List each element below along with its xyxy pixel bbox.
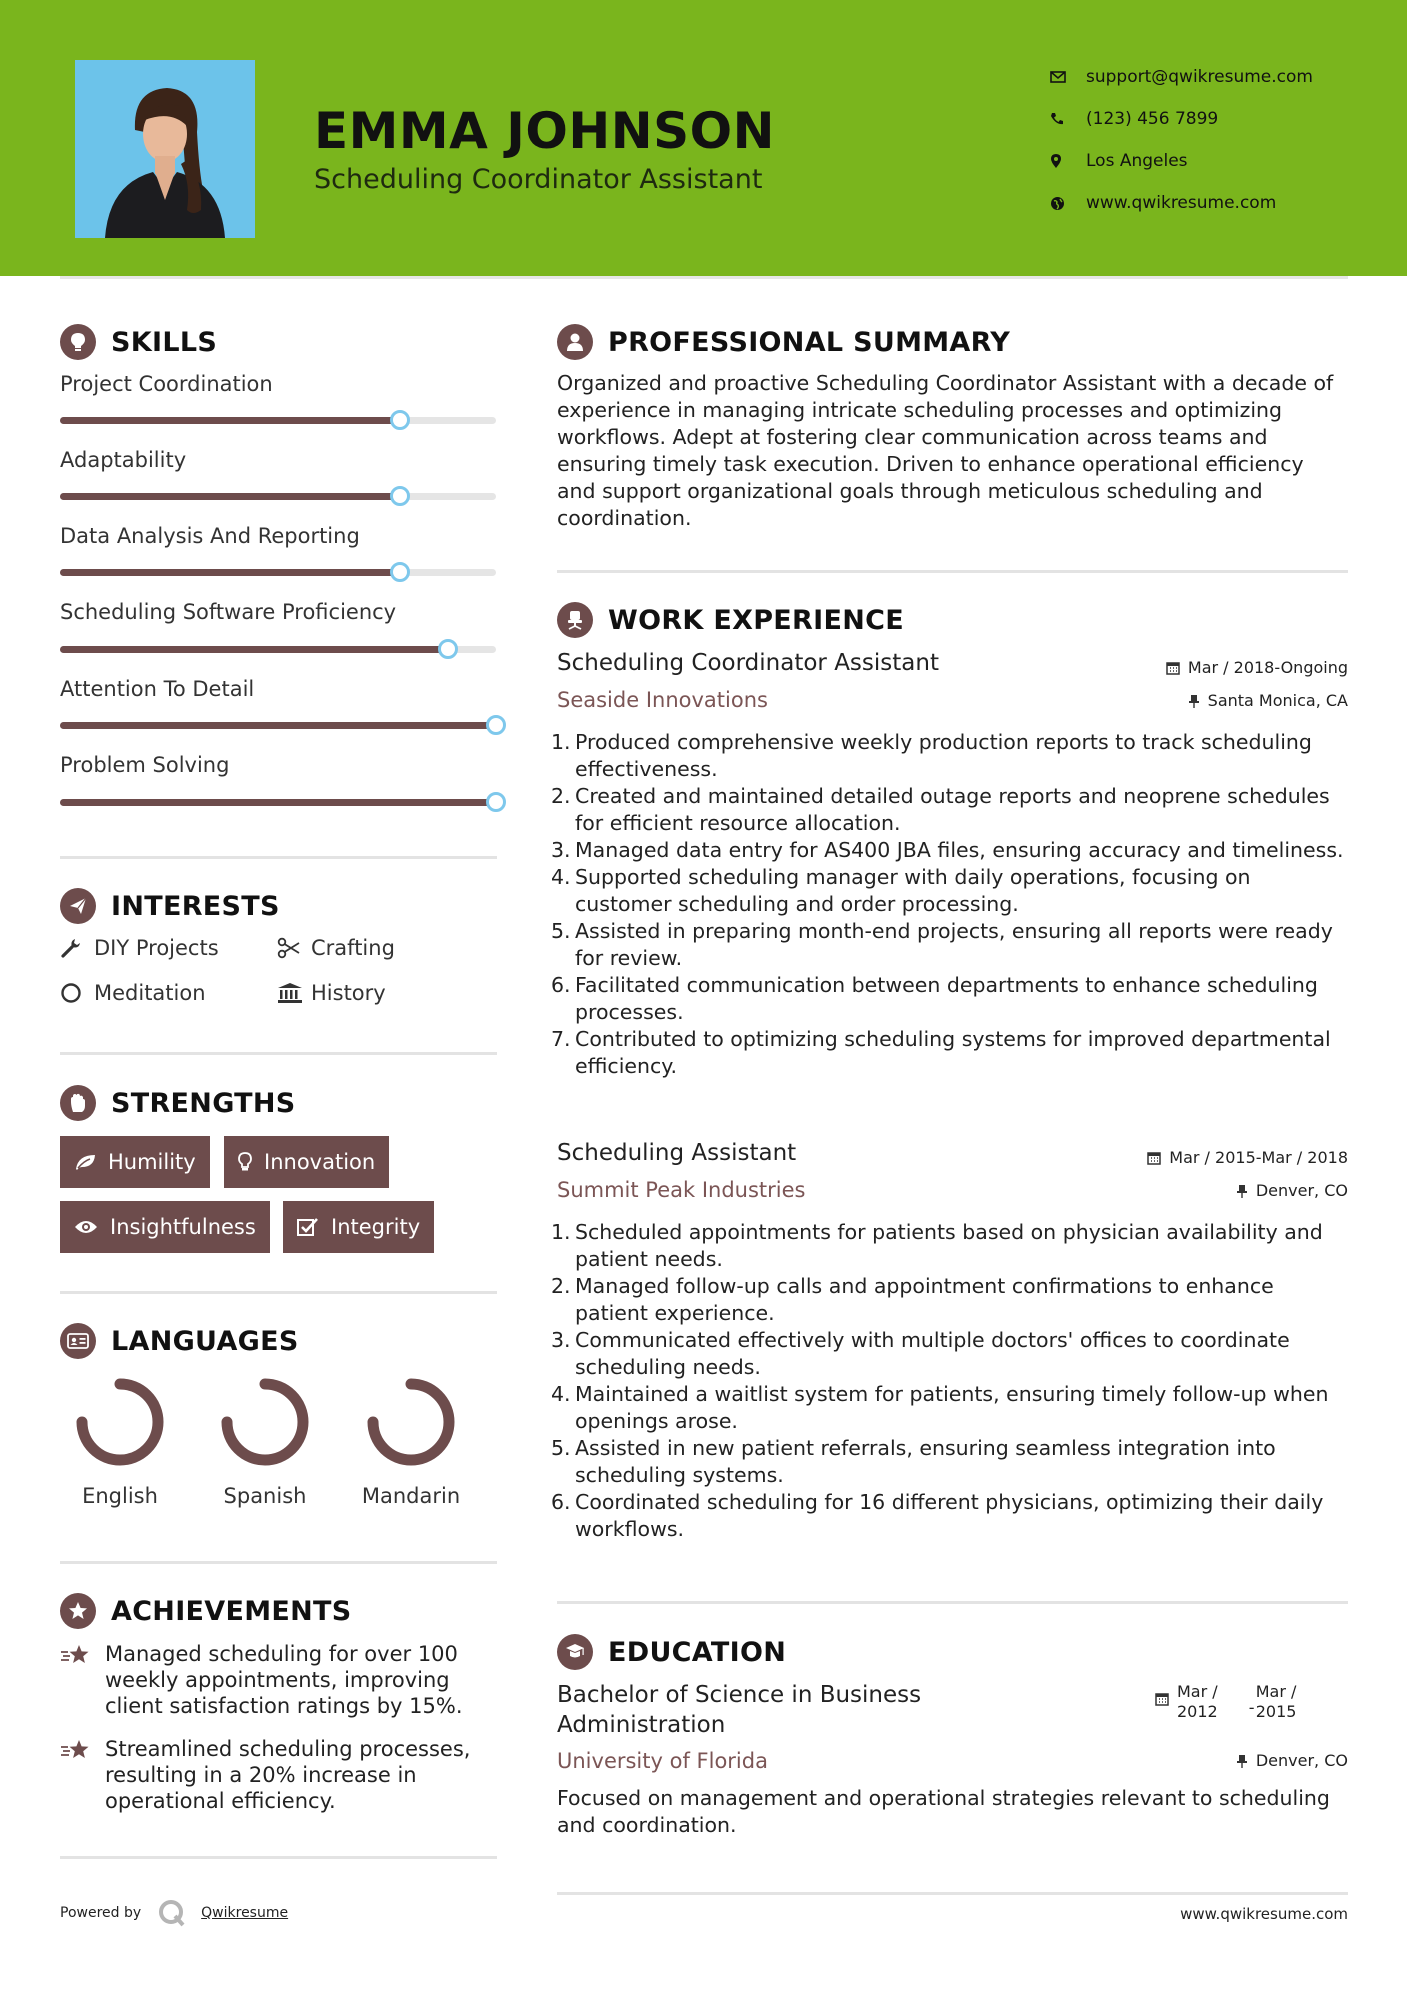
job-bullet: 1. Produced comprehensive weekly production reports to track scheduling effectiveness. [551, 730, 1312, 781]
experience-heading [557, 602, 904, 638]
eye-icon [74, 1219, 98, 1235]
language-label: Mandarin [361, 1484, 461, 1508]
language-ring-arc [227, 1384, 303, 1460]
contact-phone[interactable] [1050, 98, 1313, 140]
star-icon [60, 1736, 105, 1814]
user-icon [557, 324, 593, 360]
job-bullet: 4. Maintained a waitlist system for patients, ensuring timely follow-up when openings arose. [551, 1382, 1329, 1433]
skill-bar-knob [390, 486, 410, 506]
achievement-text: Streamlined scheduling processes, resulting in a 20% increase in operational efficiency. [105, 1737, 471, 1813]
strength-label: Innovation [264, 1150, 376, 1174]
hand-icon [60, 1085, 96, 1121]
contact-location [1050, 140, 1313, 182]
achievement-item [60, 1736, 500, 1814]
interest-label: Meditation [94, 981, 206, 1005]
phone-icon [1050, 112, 1086, 126]
education-end: - Mar / 2015 [1248, 1682, 1297, 1721]
language-ring [215, 1372, 315, 1472]
candidate-title: Scheduling Coordinator Assistant [314, 164, 763, 195]
languages-heading [60, 1323, 299, 1359]
header-banner [0, 0, 1407, 276]
experience-title: WORK EXPERIENCE [608, 604, 904, 636]
section-divider [557, 570, 1348, 573]
id-card-icon [60, 1323, 96, 1359]
job-dates [1166, 658, 1348, 677]
circle-icon [60, 982, 94, 1004]
education-location [1236, 1751, 1348, 1770]
strength-tag [224, 1136, 389, 1188]
language-item [205, 1372, 325, 1508]
job-bullet: 6. Coordinated scheduling for 16 different physicians, optimizing their daily workflows. [551, 1490, 1324, 1541]
language-item [351, 1372, 471, 1508]
section-divider [60, 1856, 497, 1859]
skill-bar-fill [60, 799, 496, 806]
interest-item [60, 936, 219, 960]
candidate-name: EMMA JOHNSON [314, 102, 775, 160]
strengths-heading [60, 1085, 296, 1121]
job-bullet: 5. Assisted in new patient referrals, ensuring seamless integration into scheduling systems. [551, 1436, 1276, 1487]
skill-bar-knob [390, 410, 410, 430]
interest-item [277, 981, 386, 1005]
skill-label: Data Analysis And Reporting [60, 524, 360, 548]
skill-bar-fill [60, 569, 400, 576]
section-divider [60, 1561, 497, 1564]
strengths-title: STRENGTHS [111, 1087, 296, 1119]
skill-bar [60, 569, 496, 576]
header-divider [60, 276, 1348, 279]
interest-item [60, 981, 206, 1005]
footer-powered-by [60, 1898, 288, 1928]
star-badge-icon [60, 1593, 96, 1629]
strength-tag [60, 1136, 210, 1188]
powered-by-text: Powered by [60, 1905, 142, 1921]
skills-heading [60, 324, 217, 360]
footer-url[interactable]: www.qwikresume.com [1180, 1905, 1348, 1923]
skill-bar-fill [60, 417, 400, 424]
envelope-icon [1050, 71, 1086, 83]
job-company: Seaside Innovations [557, 688, 768, 712]
section-divider [60, 856, 497, 859]
contact-email[interactable] [1050, 56, 1313, 98]
education-description: Focused on management and operational strategies relevant to scheduling and coordination. [557, 1786, 1330, 1837]
job-bullet: 1. Scheduled appointments for patients based on physician availability and patient needs. [551, 1220, 1323, 1271]
paper-plane-icon [60, 888, 96, 924]
qwikresume-link[interactable]: Qwikresume [201, 1905, 289, 1921]
graduation-icon [557, 1634, 593, 1670]
calendar-icon [1147, 1151, 1161, 1165]
pushpin-icon [1236, 1184, 1248, 1198]
strength-label: Insightfulness [110, 1215, 256, 1239]
achievements-title: ACHIEVEMENTS [111, 1595, 352, 1627]
office-chair-icon [557, 602, 593, 638]
job-bullet: 2. Created and maintained detailed outage reports and neoprene schedules for efficient resource allocation. [551, 784, 1330, 835]
school-name: University of Florida [557, 1749, 768, 1773]
section-divider [60, 1291, 497, 1294]
lightbulb-icon [238, 1152, 252, 1172]
language-label: Spanish [223, 1484, 307, 1508]
strength-tag [60, 1201, 270, 1253]
education-dates [1155, 1682, 1296, 1722]
contact-list [1050, 56, 1313, 224]
strength-label: Integrity [331, 1215, 421, 1239]
job-bullet: 4. Supported scheduling manager with daily operations, focusing on customer scheduling and order processing. [551, 865, 1251, 916]
education-title: EDUCATION [608, 1636, 787, 1668]
bank-icon [277, 982, 311, 1004]
job-title: Scheduling Assistant [557, 1140, 797, 1166]
check-square-icon [297, 1217, 319, 1237]
job-location-text: Santa Monica, CA [1207, 691, 1348, 710]
wrench-icon [60, 937, 94, 959]
skill-label: Project Coordination [60, 372, 273, 396]
leaf-icon [74, 1153, 96, 1171]
map-pin-icon [1050, 153, 1086, 169]
skill-bar-knob [438, 639, 458, 659]
skill-label: Scheduling Software Proficiency [60, 600, 397, 624]
language-ring [361, 1372, 461, 1472]
education-start: Mar / 2012 [1177, 1682, 1218, 1721]
calendar-icon [1166, 661, 1180, 675]
globe-icon [1050, 196, 1086, 211]
language-item [60, 1372, 180, 1508]
interest-label: Crafting [311, 936, 395, 960]
skill-label: Adaptability [60, 448, 187, 472]
job-bullet: 3. Communicated effectively with multiple doctors' offices to coordinate scheduling needs. [551, 1328, 1290, 1379]
scissors-icon [277, 937, 311, 959]
strength-tag [283, 1201, 434, 1253]
skill-bar-fill [60, 722, 496, 729]
skill-bar [60, 417, 496, 424]
language-ring-arc [373, 1384, 449, 1460]
skill-label: Attention To Detail [60, 677, 255, 701]
skill-label: Problem Solving [60, 753, 230, 777]
skill-bar [60, 493, 496, 500]
section-divider [557, 1601, 1348, 1604]
job-bullet: 2. Managed follow-up calls and appointment confirmations to enhance patient experience. [551, 1274, 1274, 1325]
summary-text: Organized and proactive Scheduling Coordinator Assistant with a decade of experience in managing intricate scheduling processes and optimizing workflows. Adept at fostering clear communication across teams and ensuring timely task execution. Driven to enhance operational efficiency and support organizational goals through meticulous scheduling and coordination. [557, 371, 1334, 530]
skill-bar [60, 646, 496, 653]
job-bullet: 5. Assisted in preparing month-end projects, ensuring all reports were ready for review. [551, 919, 1333, 970]
education-heading [557, 1634, 786, 1670]
degree-line-1: Bachelor of Science in Business [557, 1682, 922, 1708]
skill-bar-knob [486, 715, 506, 735]
contact-website-text: www.qwikresume.com [1086, 193, 1277, 213]
contact-phone-text: (123) 456 7899 [1086, 109, 1219, 129]
job-company: Summit Peak Industries [557, 1178, 806, 1202]
language-label: English [82, 1484, 158, 1508]
skill-bar-knob [390, 562, 410, 582]
lightbulb-icon [60, 324, 96, 360]
summary-title: PROFESSIONAL SUMMARY [608, 326, 1011, 358]
calendar-icon [1155, 1682, 1169, 1706]
interest-label: History [311, 981, 386, 1005]
contact-email-text: support@qwikresume.com [1086, 67, 1313, 87]
summary-heading [557, 324, 1010, 360]
degree-line-2: Administration [557, 1712, 726, 1738]
job-bullet: 6. Facilitated communication between departments to enhance scheduling processes. [551, 973, 1318, 1024]
contact-website[interactable] [1050, 182, 1313, 224]
achievement-item [60, 1641, 500, 1719]
job-bullets [551, 1219, 1347, 1543]
language-ring-arc [82, 1384, 158, 1460]
interest-item [277, 936, 395, 960]
skill-bar [60, 722, 496, 729]
interests-heading [60, 888, 280, 924]
skill-bar [60, 799, 496, 806]
interest-label: DIY Projects [94, 936, 219, 960]
languages-title: LANGUAGES [111, 1325, 299, 1357]
job-location-text: Denver, CO [1255, 1181, 1348, 1200]
interests-title: INTERESTS [111, 890, 280, 922]
job-bullet: 3. Managed data entry for AS400 JBA files, ensuring accuracy and timeliness. [551, 838, 1344, 862]
star-icon [60, 1641, 105, 1719]
section-divider [60, 1052, 497, 1055]
job-title: Scheduling Coordinator Assistant [557, 650, 939, 676]
skill-bar-fill [60, 493, 400, 500]
skill-bar-knob [486, 792, 506, 812]
strength-label: Humility [108, 1150, 196, 1174]
job-location [1188, 691, 1348, 710]
education-location-text: Denver, CO [1255, 1751, 1348, 1770]
skills-title: SKILLS [111, 326, 218, 358]
skill-bar-fill [60, 646, 448, 653]
job-bullet: 7. Contributed to optimizing scheduling systems for improved departmental efficiency. [551, 1027, 1331, 1078]
job-dates [1147, 1148, 1348, 1167]
qwikresume-logo-icon [157, 1898, 187, 1928]
contact-location-text: Los Angeles [1086, 151, 1188, 171]
pushpin-icon [1188, 694, 1200, 708]
degree-title [557, 1680, 921, 1740]
job-bullets [551, 729, 1347, 1080]
profile-photo [75, 60, 255, 238]
job-location [1236, 1181, 1348, 1200]
job-dates-text: Mar / 2018-Ongoing [1187, 658, 1348, 677]
achievements-heading [60, 1593, 352, 1629]
achievement-text: Managed scheduling for over 100 weekly appointments, improving client satisfaction ratings by 15%. [105, 1642, 463, 1718]
pushpin-icon [1236, 1754, 1248, 1768]
section-divider [557, 1892, 1348, 1895]
language-ring [70, 1372, 170, 1472]
job-dates-text: Mar / 2015-Mar / 2018 [1169, 1148, 1348, 1167]
